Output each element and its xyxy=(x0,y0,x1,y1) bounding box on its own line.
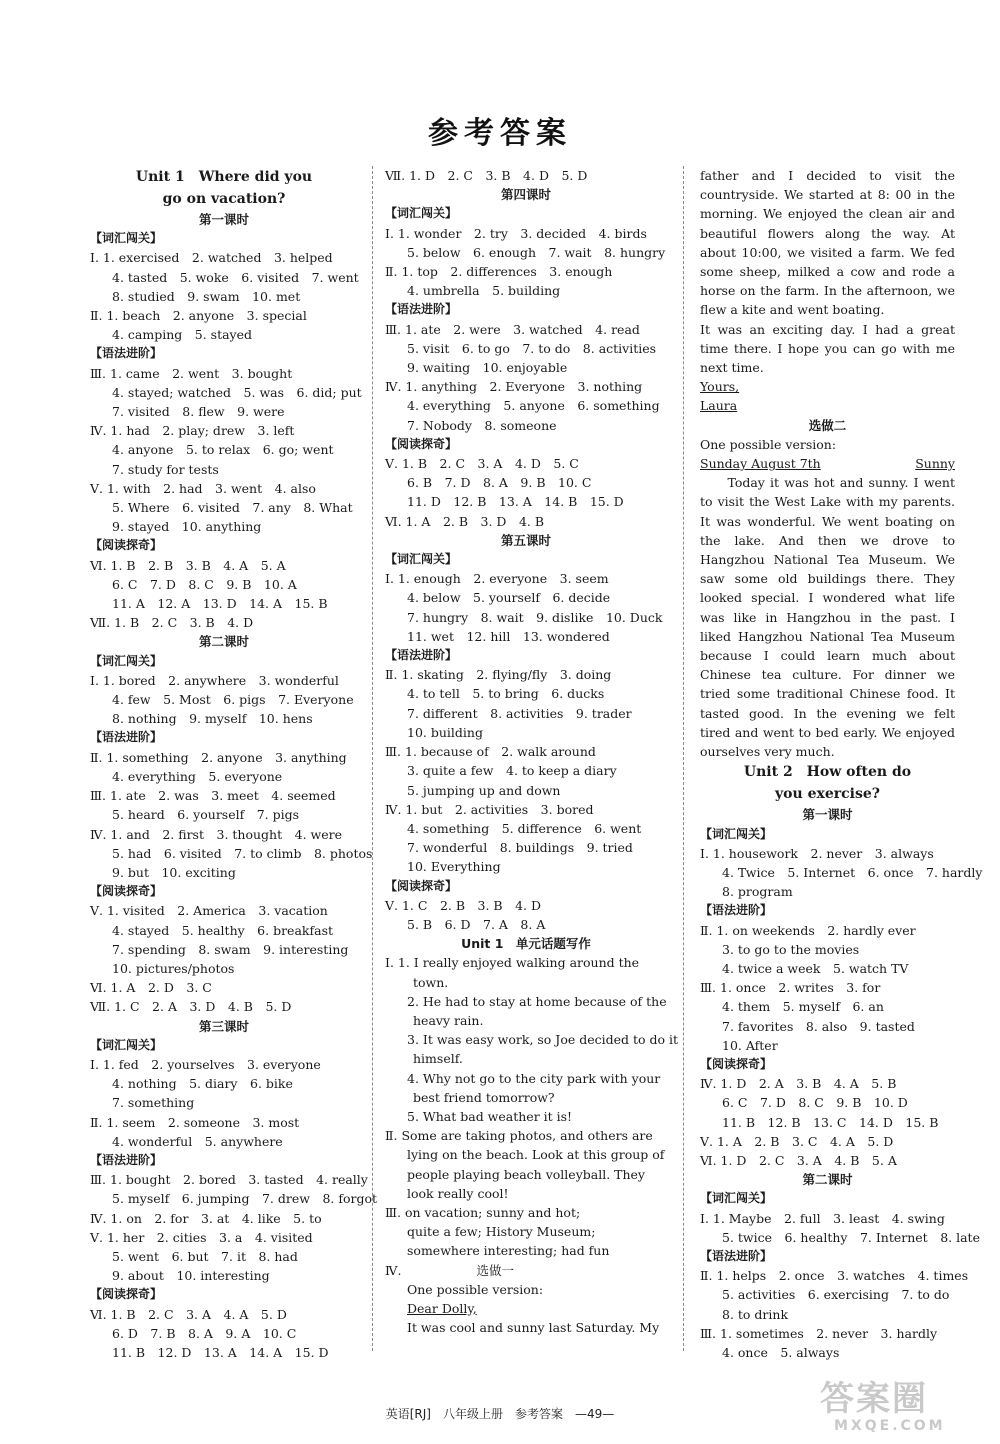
column-divider xyxy=(372,166,373,1351)
answer-line: Ⅲ. 1. ate 2. were 3. watched 4. read xyxy=(385,321,640,337)
answer-line: 4. anyone 5. to relax 6. go; went xyxy=(112,442,334,458)
letter-greeting-text: Dear Dolly, xyxy=(407,1300,477,1316)
section-tag: 【词汇闯关】 xyxy=(90,231,163,246)
section-tag: 【阅读探奇】 xyxy=(385,436,458,451)
answer-line: 10. Everything xyxy=(407,859,501,875)
answer-line: 8. program xyxy=(722,884,793,900)
answer-line: Ⅶ. 1. D 2. C 3. B 4. D 5. D xyxy=(385,168,588,183)
answer-line: Ⅱ. 1. seem 2. someone 3. most xyxy=(90,1114,300,1130)
answer-line: Ⅵ. 1. B 2. C 3. A 4. A 5. D xyxy=(90,1306,287,1322)
answer-line: Ⅱ. 1. beach 2. anyone 3. special xyxy=(90,308,307,324)
answer-line: Ⅳ. 1. on 2. for 3. at 4. like 5. to xyxy=(90,1210,322,1226)
answer-line: Ⅰ. 1. I really enjoyed walking around the xyxy=(385,955,640,971)
section-tag: 【阅读探奇】 xyxy=(700,1056,773,1071)
section-tag: 【词汇闯关】 xyxy=(700,1191,773,1206)
page-title: 参考答案 xyxy=(428,116,572,151)
answer-line: Ⅱ. Some are taking photos, and others are xyxy=(385,1128,653,1144)
answer-line: 9. waiting 10. enjoyable xyxy=(407,360,568,376)
answer-line: Ⅵ. 1. A 2. D 3. C xyxy=(90,980,212,996)
answer-line: 4. everything 5. everyone xyxy=(112,768,283,784)
answer-line: 5. twice 6. healthy 7. Internet 8. late xyxy=(722,1229,980,1245)
section-tag: 【语法进阶】 xyxy=(700,1248,773,1263)
answer-line: himself. xyxy=(413,1051,463,1067)
answer-line: 4. few 5. Most 6. pigs 7. Everyone xyxy=(112,692,354,708)
answer-line: 10. After xyxy=(722,1037,778,1053)
answer-line: 4. them 5. myself 6. an xyxy=(722,999,884,1015)
answer-line: 7. Nobody 8. someone xyxy=(407,417,557,433)
answer-line: Ⅰ. 1. exercised 2. watched 3. helped xyxy=(90,250,333,266)
section-tag: 【阅读探奇】 xyxy=(90,884,163,899)
answer-line: 3. It was easy work, so Joe decided to do it xyxy=(407,1032,679,1048)
answer-line: people playing beach volleyball. They xyxy=(407,1166,645,1182)
answer-line: One possible version: xyxy=(407,1281,544,1297)
section-tag: 【阅读探奇】 xyxy=(90,538,163,553)
lesson-heading: 第四课时 xyxy=(500,187,551,203)
answer-line: 5. heard 6. yourself 7. pigs xyxy=(112,807,300,823)
answer-line: 5. went 6. but 7. it 8. had xyxy=(112,1248,298,1264)
unit-heading: Unit 2 How often do xyxy=(743,764,912,781)
answer-line: 4. stayed 5. healthy 6. breakfast xyxy=(112,922,334,938)
answer-line: Ⅵ. 1. A 2. B 3. D 4. B xyxy=(385,513,545,529)
letter-signature xyxy=(700,396,955,415)
answer-line: 11. B 12. D 13. A 14. A 15. D xyxy=(112,1344,329,1360)
answer-line: 5. visit 6. to go 7. to do 8. activities xyxy=(407,340,657,356)
essay-paragraph: father and I decided to visit the countryside. We started at 8: 00 in the morning. We enjoyed the clean air and beautiful flowers along the way. At about 10:00, we visited a farm. We fed some sheep, milked a cow and rode a horse on the farm. In the afternoon, we flew a kite and went boating. xyxy=(700,168,955,318)
answer-line: 5. below 6. enough 7. wait 8. hungry xyxy=(407,244,666,260)
answer-line: 5. myself 6. jumping 7. drew 8. forgot xyxy=(112,1191,378,1207)
answer-line: 6. D 7. B 8. A 9. A 10. C xyxy=(112,1325,297,1341)
letter-signature-text: Yours, xyxy=(700,379,740,395)
answer-line: 5. jumping up and down xyxy=(407,782,561,798)
section-tag: 【语法进阶】 xyxy=(385,302,458,317)
answer-line: Ⅰ. 1. housework 2. never 3. always xyxy=(700,845,934,861)
answer-line: 8. to drink xyxy=(722,1306,789,1322)
answer-line: best friend tomorrow? xyxy=(413,1089,555,1105)
lesson-heading: Unit 1 单元话题写作 xyxy=(461,936,591,952)
answer-line: town. xyxy=(413,974,449,990)
answer-line: 9. but 10. exciting xyxy=(112,864,236,880)
answer-line: 11. D 12. B 13. A 14. B 15. D xyxy=(407,494,624,510)
answer-line: 7. visited 8. flew 9. were xyxy=(112,404,285,420)
answer-line: 5. What bad weather it is! xyxy=(407,1108,573,1124)
section-tag: 【词汇闯关】 xyxy=(700,826,773,841)
letter-signature xyxy=(700,377,955,396)
answer-line: Ⅱ. 1. top 2. differences 3. enough xyxy=(385,264,613,280)
answer-line: 4. Why not go to the city park with your xyxy=(407,1070,661,1086)
answer-line: Ⅰ. 1. Maybe 2. full 3. least 4. swing xyxy=(700,1210,945,1226)
unit-heading: Unit 1 Where did you xyxy=(135,169,313,185)
answer-line: Ⅳ. 1. D 2. A 3. B 4. A 5. B xyxy=(700,1076,897,1092)
answer-line: 11. B 12. B 13. C 14. D 15. B xyxy=(722,1114,939,1130)
answer-line: 6. C 7. D 8. C 9. B 10. A xyxy=(112,576,297,592)
answer-line: Ⅵ. 1. D 2. C 3. A 4. B 5. A xyxy=(700,1152,897,1168)
answer-line: 2. He had to stay at home because of the xyxy=(407,993,667,1009)
answer-line: 5. Where 6. visited 7. any 8. What xyxy=(112,500,353,516)
answer-line: 7. something xyxy=(112,1095,195,1111)
section-tag: 【语法进阶】 xyxy=(385,648,458,663)
answer-line: 4. tasted 5. woke 6. visited 7. went xyxy=(112,269,359,285)
answer-line: Ⅳ. 1. and 2. first 3. thought 4. were xyxy=(90,826,342,842)
answer-line: 4. wonderful 5. anywhere xyxy=(112,1133,283,1149)
answer-column-3 xyxy=(700,166,983,1362)
answer-line: Ⅴ. 1. A 2. B 3. C 4. A 5. D xyxy=(700,1133,894,1149)
letter-greeting xyxy=(385,1299,667,1318)
answer-line: Ⅲ. 1. ate 2. was 3. meet 4. seemed xyxy=(90,788,336,804)
answer-line: 7. different 8. activities 9. trader xyxy=(407,705,632,721)
answer-line: Ⅰ. 1. fed 2. yourselves 3. everyone xyxy=(90,1056,321,1072)
answer-line: 10. pictures/photos xyxy=(112,960,235,976)
answer-line: 4. once 5. always xyxy=(722,1344,840,1360)
lesson-heading: 第二课时 xyxy=(802,1172,853,1188)
answer-line: 7. hungry 8. wait 9. dislike 10. Duck xyxy=(407,609,663,625)
answer-line: Ⅰ. 1. bored 2. anywhere 3. wonderful xyxy=(90,672,339,688)
watermark-url: MXQE.COM xyxy=(834,1418,946,1434)
essay-paragraph: Today it was hot and sunny. I went to visit the West Lake with my parents. It was wonderful. We went boating on the lake. And then we drove to Hangzhou National Tea Museum. We saw some old buildings there. They looked special. I wondered what life was like in Hangzhou in the past. I liked Hangzhou National Tea Museum because I could learn much about Chinese tea culture. For dinner we tried some traditional Chinese food. It tasted good. In the evening we felt tired and went to bed early. We enjoyed ourselves very much. xyxy=(700,475,955,760)
answer-line: quite a few; History Museum; xyxy=(407,1224,596,1240)
lesson-heading: 第五课时 xyxy=(500,532,551,548)
section-tag: 【词汇闯关】 xyxy=(385,552,458,567)
section-tag: 【语法进阶】 xyxy=(90,346,163,361)
answer-line: 11. wet 12. hill 13. wondered xyxy=(407,628,610,644)
answer-line: Ⅲ. 1. bought 2. bored 3. tasted 4. really xyxy=(90,1172,368,1188)
answer-line: Ⅳ. 1. but 2. activities 3. bored xyxy=(385,801,594,817)
answer-line: 8. studied 9. swam 10. met xyxy=(112,288,301,304)
answer-line: Ⅳ. 选做一 xyxy=(385,1262,514,1278)
answer-line: Ⅳ. 1. anything 2. Everyone 3. nothing xyxy=(385,379,643,395)
answer-line: 4. camping 5. stayed xyxy=(112,327,253,343)
section-tag: 【语法进阶】 xyxy=(90,1152,163,1167)
page-footer: 英语[RJ] 八年级上册 参考答案 —49— xyxy=(385,1407,615,1421)
answer-line: 4. umbrella 5. building xyxy=(407,283,561,299)
answer-line: It was cool and sunny last Saturday. My xyxy=(407,1320,660,1336)
section-tag: 【词汇闯关】 xyxy=(385,206,458,221)
answer-line: 4. everything 5. anyone 6. something xyxy=(407,398,660,414)
section-tag: 【词汇闯关】 xyxy=(90,1037,163,1052)
answer-line: Ⅳ. 1. had 2. play; drew 3. left xyxy=(90,423,295,439)
letter-signature-text: Laura xyxy=(700,398,738,414)
answer-line: somewhere interesting; had fun xyxy=(407,1243,610,1259)
answer-line: Ⅲ. 1. once 2. writes 3. for xyxy=(700,980,881,996)
site-watermark xyxy=(820,1380,990,1436)
answer-line: 4. something 5. difference 6. went xyxy=(407,820,642,836)
answer-line: 7. wonderful 8. buildings 9. tried xyxy=(407,840,633,856)
answer-line: Ⅵ. 1. B 2. B 3. B 4. A 5. A xyxy=(90,557,286,573)
column-divider xyxy=(683,166,684,1351)
answer-line: 4. nothing 5. diary 6. bike xyxy=(112,1076,293,1092)
answer-line: Ⅲ. 1. came 2. went 3. bought xyxy=(90,365,293,381)
answer-line: Ⅱ. 1. skating 2. flying/fly 3. doing xyxy=(385,667,612,683)
unit-heading: go on vacation? xyxy=(162,191,286,207)
diary-date-row xyxy=(700,454,955,473)
answer-line: One possible version: xyxy=(700,436,837,452)
watermark-logo: 答案圈 xyxy=(820,1379,928,1419)
section-tag: 【阅读探奇】 xyxy=(385,878,458,893)
answer-line: Ⅱ. 1. helps 2. once 3. watches 4. times xyxy=(700,1268,969,1284)
answer-line: Ⅶ. 1. B 2. C 3. B 4. D xyxy=(90,615,254,631)
answer-line: 4. to tell 5. to bring 6. ducks xyxy=(407,686,605,702)
unit-heading: you exercise? xyxy=(775,786,880,803)
answer-column-2 xyxy=(385,166,679,1337)
answer-line: Ⅰ. 1. enough 2. everyone 3. seem xyxy=(385,571,609,587)
answer-line: 4. stayed; watched 5. was 6. did; put xyxy=(112,384,362,400)
answer-line: Ⅰ. 1. wonder 2. try 3. decided 4. birds xyxy=(385,225,647,241)
answer-line: 5. had 6. visited 7. to climb 8. photos xyxy=(112,845,373,861)
answer-line: 4. twice a week 5. watch TV xyxy=(722,960,909,976)
essay-paragraph: It was an exciting day. I had a great time there. I hope you can go with me next time. xyxy=(700,321,955,376)
lesson-heading: 第二课时 xyxy=(198,634,249,650)
answer-line: heavy rain. xyxy=(413,1012,484,1028)
answer-line: Ⅲ. 1. sometimes 2. never 3. hardly xyxy=(700,1325,937,1341)
answer-line: 5. activities 6. exercising 7. to do xyxy=(722,1287,950,1303)
answer-line: 11. A 12. A 13. D 14. A 15. B xyxy=(112,596,328,612)
answer-line: Ⅲ. on vacation; sunny and hot; xyxy=(385,1204,581,1220)
answer-line: Ⅲ. 1. because of 2. walk around xyxy=(385,744,596,760)
lesson-heading: 第一课时 xyxy=(802,807,853,823)
answer-column-1 xyxy=(90,166,378,1362)
answer-line: Ⅴ. 1. with 2. had 3. went 4. also xyxy=(90,480,316,496)
answer-line: Ⅱ. 1. on weekends 2. hardly ever xyxy=(700,922,916,938)
answer-line: Ⅶ. 1. C 2. A 3. D 4. B 5. D xyxy=(90,999,292,1015)
answer-line: 5. B 6. D 7. A 8. A xyxy=(407,916,546,932)
answer-line: 6. C 7. D 8. C 9. B 10. D xyxy=(722,1095,908,1111)
answer-line: Ⅴ. 1. C 2. B 3. B 4. D xyxy=(385,897,542,913)
lesson-heading: 第一课时 xyxy=(198,212,249,227)
answer-line: Ⅴ. 1. her 2. cities 3. a 4. visited xyxy=(90,1229,313,1245)
answer-line: 9. stayed 10. anything xyxy=(112,519,262,535)
diary-date: Sunday August 7th xyxy=(700,456,821,472)
answer-line: 7. favorites 8. also 9. tasted xyxy=(722,1018,915,1034)
section-tag: 【词汇闯关】 xyxy=(90,653,163,668)
answer-line: 9. about 10. interesting xyxy=(112,1268,270,1284)
answer-line: 6. B 7. D 8. A 9. B 10. C xyxy=(407,475,592,491)
answer-line: 10. building xyxy=(407,724,483,740)
section-tag: 【阅读探奇】 xyxy=(90,1287,163,1302)
lesson-heading: 选做二 xyxy=(808,417,847,433)
answer-line: 3. to go to the movies xyxy=(722,941,860,957)
answer-line: look really cool! xyxy=(407,1185,509,1201)
answer-line: Ⅴ. 1. B 2. C 3. A 4. D 5. C xyxy=(385,456,579,472)
answer-line: lying on the beach. Look at this group of xyxy=(407,1147,665,1163)
section-tag: 【语法进阶】 xyxy=(90,730,163,745)
section-tag: 【语法进阶】 xyxy=(700,903,773,918)
answer-line: 7. spending 8. swam 9. interesting xyxy=(112,941,349,957)
answer-line: 3. quite a few 4. to keep a diary xyxy=(407,763,617,779)
diary-weather: Sunny xyxy=(915,456,955,472)
lesson-heading: 第三课时 xyxy=(198,1018,249,1034)
answer-line: 7. study for tests xyxy=(112,461,219,477)
answer-line: 8. nothing 9. myself 10. hens xyxy=(112,711,313,727)
answer-line: 4. Twice 5. Internet 6. once 7. hardly xyxy=(722,864,983,880)
answer-line: Ⅱ. 1. something 2. anyone 3. anything xyxy=(90,749,347,765)
answer-line: Ⅴ. 1. visited 2. America 3. vacation xyxy=(90,903,328,919)
answer-line: 4. below 5. yourself 6. decide xyxy=(407,590,611,606)
